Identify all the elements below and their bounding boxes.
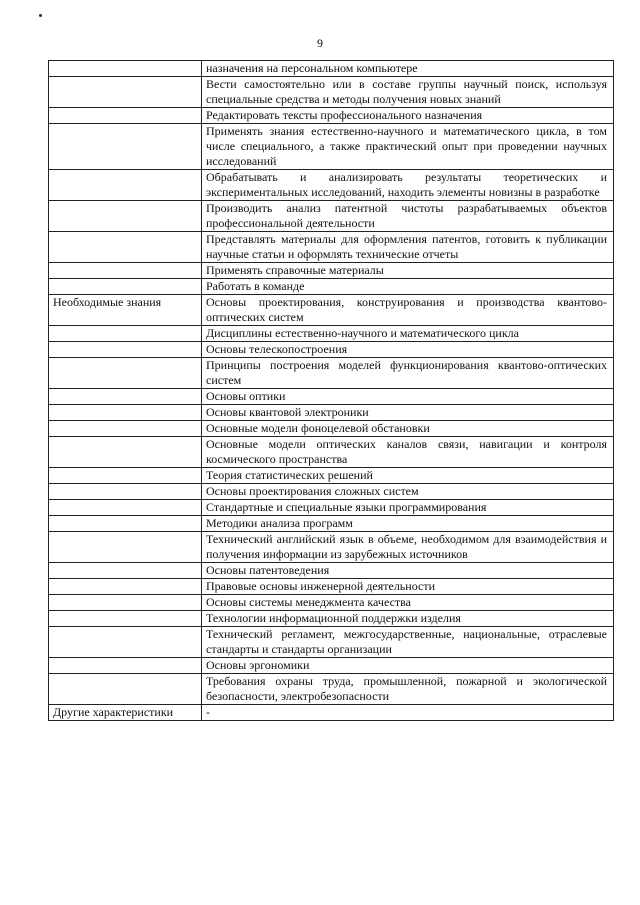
section-label-continuation <box>49 389 202 405</box>
section-label-continuation <box>49 579 202 595</box>
table-row <box>49 232 614 263</box>
section-item: Основы квантовой электроники <box>202 405 614 421</box>
table-row <box>49 77 614 108</box>
section-label-continuation <box>49 358 202 389</box>
table-row <box>49 279 614 295</box>
table-row <box>49 421 614 437</box>
table-row <box>49 263 614 279</box>
section-label-continuation <box>49 611 202 627</box>
table-row <box>49 358 614 389</box>
section-label-continuation <box>49 468 202 484</box>
section-label-continuation <box>49 201 202 232</box>
section-item: Принципы построения моделей функционирования квантово-оптических систем <box>202 358 614 389</box>
table-row <box>49 516 614 532</box>
table-row <box>49 500 614 516</box>
table-row <box>49 437 614 468</box>
section-label-continuation <box>49 108 202 124</box>
table-row <box>49 389 614 405</box>
section-item: Основные модели фоноцелевой обстановки <box>202 421 614 437</box>
table-row <box>49 658 614 674</box>
section-item: Основные модели оптических каналов связи, навигации и контроля космического пространства <box>202 437 614 468</box>
table-row <box>49 61 614 77</box>
table-row <box>49 484 614 500</box>
table-row <box>49 627 614 658</box>
section-label-continuation <box>49 437 202 468</box>
section-item: Методики анализа программ <box>202 516 614 532</box>
section-label-continuation <box>49 405 202 421</box>
section-label-continuation <box>49 263 202 279</box>
section-item: Редактировать тексты профессионального назначения <box>202 108 614 124</box>
section-item: Теория статистических решений <box>202 468 614 484</box>
table-row <box>49 674 614 705</box>
section-item: Дисциплины естественно-научного и математического цикла <box>202 326 614 342</box>
table-row <box>49 295 614 326</box>
section-label-continuation <box>49 421 202 437</box>
table-row <box>49 705 614 721</box>
page-number: 9 <box>317 36 323 50</box>
section-label-continuation <box>49 342 202 358</box>
section-item: Обрабатывать и анализировать результаты теоретических и экспериментальных исследований, находить элементы новизны в разработке <box>202 170 614 201</box>
section-item: Основы проектирования, конструирования и производства квантово-оптических систем <box>202 295 614 326</box>
section-item: Применять справочные материалы <box>202 263 614 279</box>
section-label-continuation <box>49 595 202 611</box>
section-label-continuation <box>49 500 202 516</box>
table-row <box>49 468 614 484</box>
section-item: назначения на персональном компьютере <box>202 61 614 77</box>
section-item: Технологии информационной поддержки изделия <box>202 611 614 627</box>
section-label-continuation <box>49 232 202 263</box>
section-item: Основы проектирования сложных систем <box>202 484 614 500</box>
section-label-continuation <box>49 516 202 532</box>
section-label-continuation <box>49 532 202 563</box>
table-row <box>49 326 614 342</box>
table-row <box>49 201 614 232</box>
section-item: Стандартные и специальные языки программирования <box>202 500 614 516</box>
scan-dot <box>39 14 42 17</box>
table-row <box>49 595 614 611</box>
section-item: - <box>202 705 614 721</box>
section-item: Правовые основы инженерной деятельности <box>202 579 614 595</box>
section-item: Основы патентоведения <box>202 563 614 579</box>
section-item: Основы системы менеджмента качества <box>202 595 614 611</box>
table-row <box>49 579 614 595</box>
section-item: Производить анализ патентной чистоты разрабатываемых объектов профессиональной деятельности <box>202 201 614 232</box>
requirements-table-body <box>49 61 614 721</box>
section-item: Представлять материалы для оформления патентов, готовить к публикации научные статьи и оформлять технические отчеты <box>202 232 614 263</box>
table-row <box>49 405 614 421</box>
section-label-continuation <box>49 77 202 108</box>
section-label: Необходимые знания <box>49 295 202 326</box>
requirements-table <box>48 60 614 721</box>
section-label-continuation <box>49 484 202 500</box>
section-item: Требования охраны труда, промышленной, пожарной и экологической безопасности, электробезопасности <box>202 674 614 705</box>
table-row <box>49 611 614 627</box>
section-item: Технический регламент, межгосударственные, национальные, отраслевые стандарты и стандарты организации <box>202 627 614 658</box>
section-item: Технический английский язык в объеме, необходимом для взаимодействия и получения информации из зарубежных источников <box>202 532 614 563</box>
table-row <box>49 563 614 579</box>
section-label: Другие характеристики <box>49 705 202 721</box>
section-item: Основы эргономики <box>202 658 614 674</box>
section-label-continuation <box>49 279 202 295</box>
table-row <box>49 124 614 170</box>
section-item: Применять знания естественно-научного и математического цикла, в том числе специального, а также практический опыт при проведении научных исследований <box>202 124 614 170</box>
section-label-continuation <box>49 326 202 342</box>
section-label-continuation <box>49 563 202 579</box>
section-item: Основы оптики <box>202 389 614 405</box>
section-label-continuation <box>49 658 202 674</box>
section-label-continuation <box>49 674 202 705</box>
section-item: Основы телескопостроения <box>202 342 614 358</box>
section-item: Работать в команде <box>202 279 614 295</box>
table-row <box>49 532 614 563</box>
table-row <box>49 170 614 201</box>
section-label-continuation <box>49 170 202 201</box>
table-row <box>49 342 614 358</box>
section-label <box>49 61 202 77</box>
section-label-continuation <box>49 627 202 658</box>
section-label-continuation <box>49 124 202 170</box>
table-row <box>49 108 614 124</box>
section-item: Вести самостоятельно или в составе группы научный поиск, используя специальные средства и методы получения новых знаний <box>202 77 614 108</box>
